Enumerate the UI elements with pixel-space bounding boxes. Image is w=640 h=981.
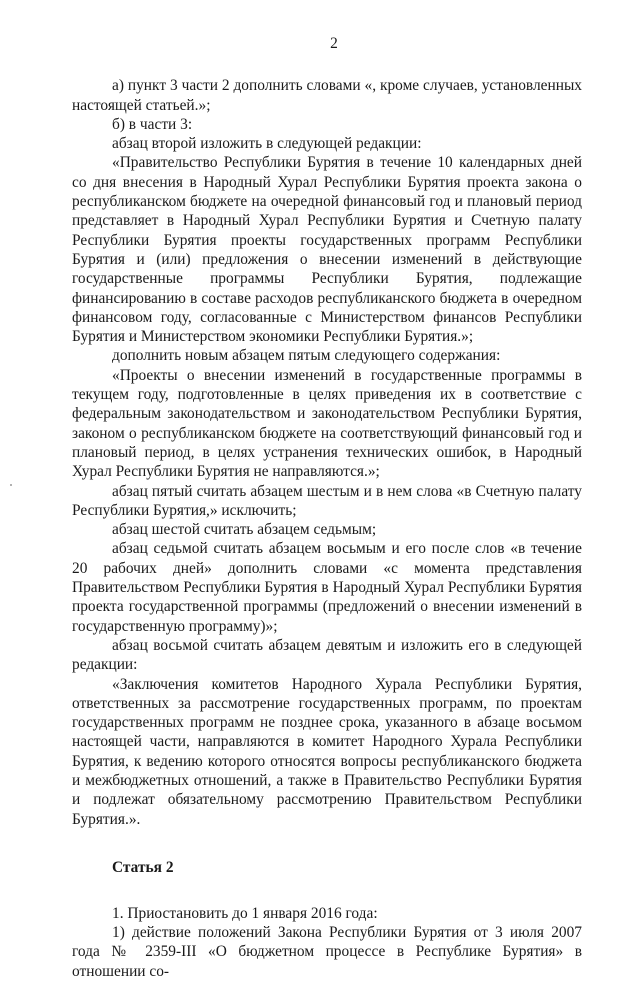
paragraph-seventh-becomes-eighth: абзац седьмой считать абзацем восьмым и его после слов «в течение 20 рабочих дней» дополнить словами «с момента представления Правительством Республики Бурятия в Народный Хурал Республики Бурятия проекта государственной программы (предложений о внесении изменений в государственную программу)»; [72,540,582,635]
paragraph-new-fifth-abzac-instruction: дополнить новым абзацем пятым следующего содержания: [112,347,501,365]
paragraph-second-abzac-instruction: абзац второй изложить в следующей редакции: [112,135,422,153]
paragraph-fifth-becomes-sixth: абзац пятый считать абзацем шестым и в нем слова «в Счетную палату Республики Бурятия,» исключить; [72,482,582,519]
paragraph-suspend-item-1: 1) действие положений Закона Республики Бурятия от 3 июля 2007 года № 2359-III «О бюджетном процессе в Республике Бурятия» в отношении со- [72,924,582,980]
paragraph-suspend-until: 1. Приостановить до 1 января 2016 года: [112,904,378,922]
paragraph-sixth-becomes-seventh: абзац шестой считать абзацем седьмым; [112,521,377,539]
quoted-paragraph-amendment-projects: «Проекты о внесении изменений в государственные программы в текущем году, подготовленные в целях приведения их в соответствие с федеральным законодательством и законодательством Республики Бурятия, законом о республиканском бюджете на соответствующий финансовый год и плановый период, в целях устранения технических ошибок, в Народный Хурал Республики Бурятия не направляются.»; [72,366,582,481]
margin-speck [10,484,12,486]
article-heading: Статья 2 [112,858,174,876]
paragraph-a-amendment: а) пункт 3 части 2 дополнить словами «, кроме случаев, установленных настоящей статьей.»; [72,77,582,114]
quoted-paragraph-committee-conclusions: «Заключения комитетов Народного Хурала Республики Бурятия, ответственных за рассмотрение государственных программ, по проектам государственных программ не позднее срока, указанного в абзаце восьмом настоящей части, направляются в комитет Народного Хурала Республики Бурятия, к ведению которого относятся вопросы республиканского бюджета и межбюджетных отношений, а также в Правительство Республики Бурятия и подлежат обязательному рассмотрению Правительством Республики Бурятия.». [72,675,582,828]
document-page [72,34,582,981]
quoted-paragraph-government-submission: «Правительство Республики Бурятия в течение 10 календарных дней со дня внесения в Народный Хурал Республики Бурятия проекта закона о республиканском бюджете на очередной финансовый год и плановый период представляет в Народный Хурал Республики Бурятия и Счетную палату Республики Бурятия проекты государственных программ Республики Бурятия и (или) предложения о внесении изменений в действующие государственные программы Республики Бурятия, подлежащие финансированию в составе расходов республиканского бюджета в очередном финансовом году, согласованные с Министерством финансов Республики Бурятия и Министерством экономики Республики Бурятия.»; [72,154,582,346]
page-number: 2 [330,35,338,52]
paragraph-eighth-becomes-ninth: абзац восьмой считать абзацем девятым и изложить его в следующей редакции: [72,636,582,674]
paragraph-b-part-3: б) в части 3: [112,115,193,133]
